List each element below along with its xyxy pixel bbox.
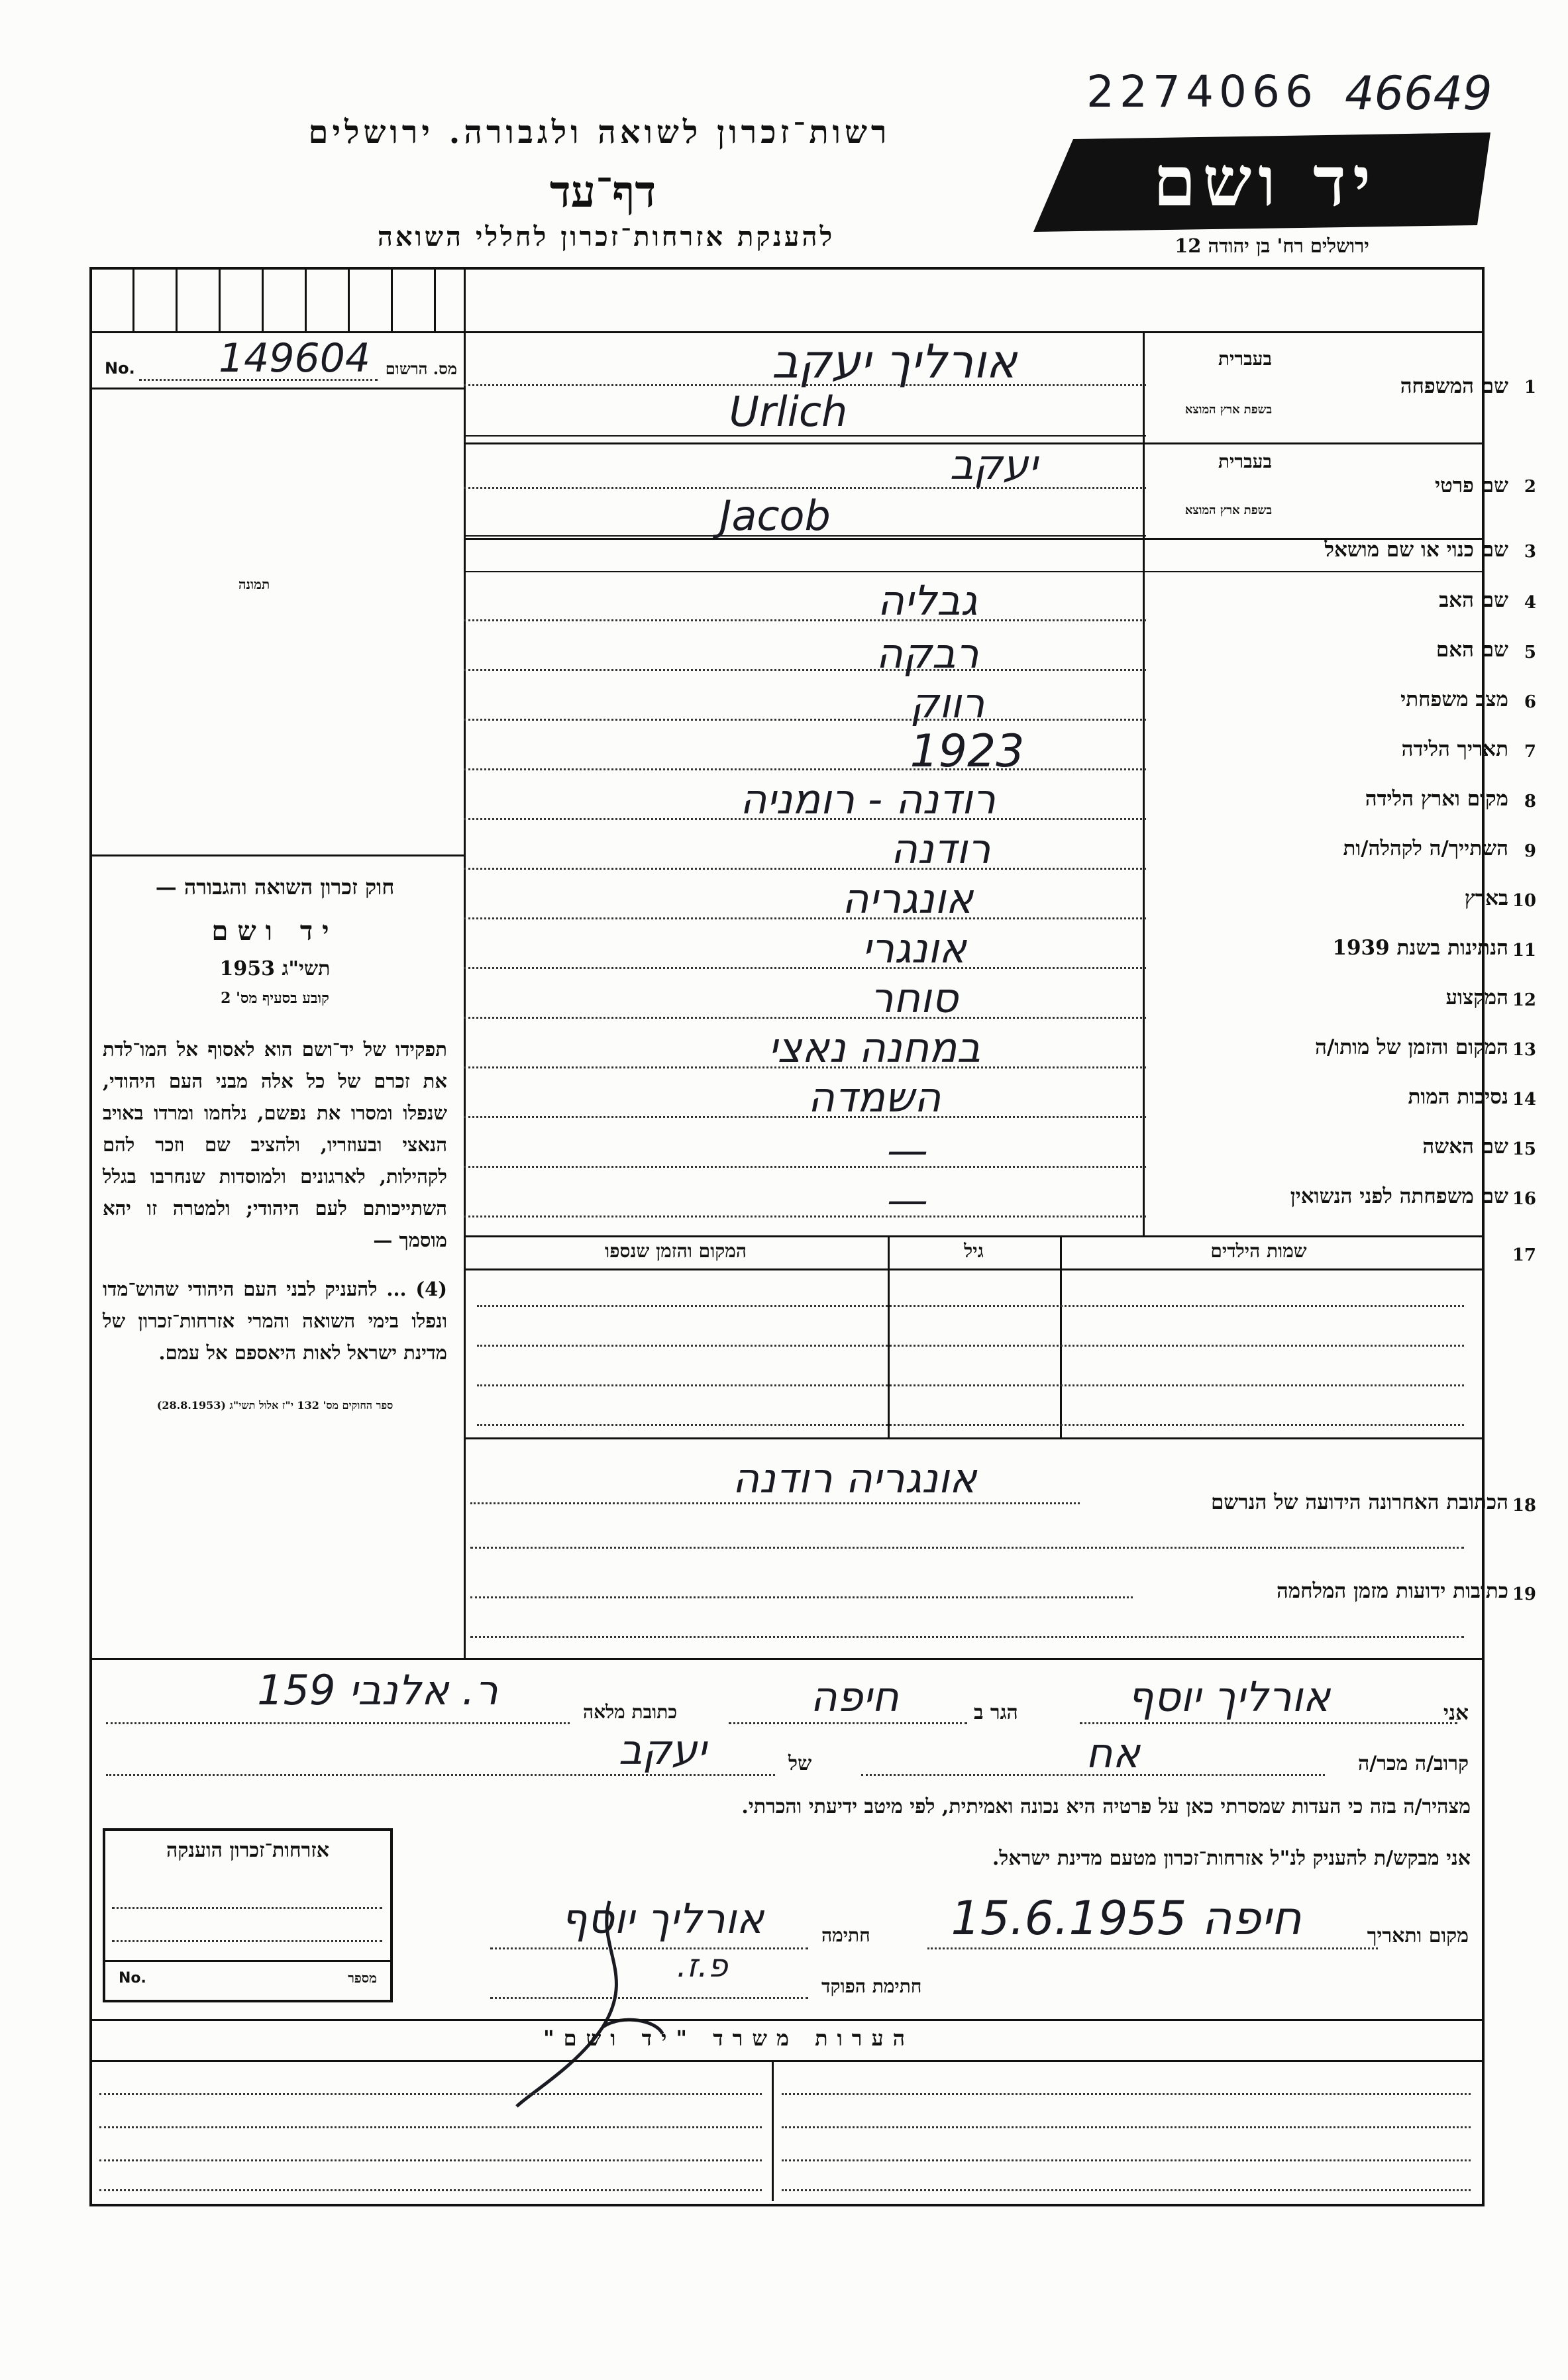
law-paragraph-2: (4) ... להעניק לבני העם היהודי שהוש־מדו ונפלו בימי השואה והמרי אזרחות־זכרון של מדינת ישראל לאות היאספם אל עמם. xyxy=(103,1278,447,1364)
field-label-last-address: הכתובת האחרונה הידועה של הנרשם xyxy=(1210,1490,1508,1514)
citizenship-number-label: מספר xyxy=(348,1970,377,1986)
marital-status-value: רווק xyxy=(910,679,985,727)
row-number-6: 6 xyxy=(1524,692,1536,712)
law-clause: קובע בסעיף מס' 2 xyxy=(221,990,329,1007)
law-title: חוק זכרון השואה והגבורה — xyxy=(155,874,395,900)
law-paragraph-1: תפקידו של יד־ושם הוא לאסוף אל המו־לדת את זכרם של כל אלה מבני העם היהודי, שנפלו ומסרו את נפשם, נלחמו ומרדו באויב הנאצי ובעוזריו, ולהציב שם וזכר להם לקהילות, לארגונים ולמוסדות שנחרבו בגלל השתייכותם לעם היהודי; ולמטרה זו יהא מוסמך — xyxy=(103,1038,447,1251)
field-label-marital-status: מצב משפחתי xyxy=(1400,688,1508,711)
field-label-nickname: שם כנוי או שם מושאל xyxy=(1324,538,1508,562)
law-block xyxy=(103,874,447,1412)
field-label-death-circumstances: נסיבות המות xyxy=(1408,1085,1508,1109)
children-col-names: שמות הילדים xyxy=(1210,1240,1307,1262)
last-address-value: אונגריה רודנה xyxy=(732,1454,977,1502)
field-label-family-name: שם המשפחה xyxy=(1400,374,1508,398)
logo-text: יד ושם xyxy=(1153,140,1378,222)
row-number-10: 10 xyxy=(1512,891,1536,911)
native-label-2: בשפת ארץ המוצא xyxy=(1184,503,1272,517)
wife-name-value: — xyxy=(887,1126,928,1174)
resides-value: חיפה xyxy=(810,1673,899,1721)
field-label-death-place-time: המקום והזמן של מותו/ה xyxy=(1315,1035,1508,1059)
relative-value: אח xyxy=(1086,1729,1140,1777)
resides-label: הגר ב xyxy=(974,1701,1018,1724)
maiden-name-value: — xyxy=(887,1176,928,1224)
field-label-country: בארץ xyxy=(1464,886,1508,910)
hebrew-label-1: בעברית xyxy=(1218,348,1272,370)
nationality-value: אונגרי xyxy=(862,924,967,972)
row-number-12: 12 xyxy=(1512,990,1536,1010)
relative-label: קרוב/ה מכר/ה xyxy=(1358,1752,1469,1775)
mother-name-value: רבקה xyxy=(876,629,979,678)
citizenship-box xyxy=(103,1828,393,2002)
row-number-1: 1 xyxy=(1524,378,1536,397)
remarks-label: הערות משרד "יד ושם" xyxy=(543,2026,915,2051)
declarant-name: אורליך יוסף xyxy=(1127,1673,1331,1721)
row-number-7: 7 xyxy=(1524,742,1536,762)
logo-address: ירושלים רח' בן יהודה 12 xyxy=(1175,234,1369,257)
community-value: רודנה xyxy=(890,825,991,873)
full-address-label: כתובת מלאה xyxy=(583,1701,678,1723)
hebrew-label-2: בעברית xyxy=(1218,450,1272,472)
authority-line: רשות־זכרון לשואה ולגבורה. ירושלים xyxy=(308,114,891,151)
row-number-14: 14 xyxy=(1512,1090,1536,1110)
row-number-17: 17 xyxy=(1512,1245,1536,1265)
row-number-5: 5 xyxy=(1524,643,1536,662)
archive-number: 2274066 xyxy=(1086,66,1318,117)
yad-vashem-logo xyxy=(1033,132,1497,232)
handwritten-number: 46649 xyxy=(1345,66,1492,121)
declaration-statement-1: מצהיר/ה בזה כי העדות שמסרתי כאן על פרטיה היא נכונה ואמיתית, לפי מיטב ידיעתי והכרתי. xyxy=(741,1795,1471,1818)
field-label-birth-date: תאריך הלידה xyxy=(1401,737,1508,761)
field-label-maiden-name: שם משפחתה לפני הנשואין xyxy=(1290,1184,1508,1208)
family-name-hebrew: אורליך יעקב xyxy=(771,335,1018,389)
declarant-label: אני xyxy=(1443,1701,1469,1725)
form-subtitle: להענקת אזרחות־זכרון לחללי השואה xyxy=(377,221,835,252)
full-address-value: ר. אלנבי 159 xyxy=(257,1666,498,1714)
field-label-wife-name: שם האשה xyxy=(1422,1135,1508,1159)
citizenship-box-title: אזרחות־זכרון הוענקה xyxy=(166,1839,330,1862)
father-name-value: גבליה xyxy=(877,576,978,625)
country-value: אונגריה xyxy=(841,874,974,923)
row-number-3: 3 xyxy=(1524,542,1536,562)
row-number-4: 4 xyxy=(1524,593,1536,613)
row-number-19: 19 xyxy=(1512,1584,1536,1604)
place-date-value: חיפה 15.6.1955 xyxy=(951,1891,1302,1945)
registration-no-label: No. xyxy=(105,359,135,378)
field-label-first-name: שם פרטי xyxy=(1434,474,1508,497)
law-year: תשי"ג 1953 xyxy=(219,957,331,980)
first-name-native: Jacob xyxy=(719,492,831,540)
row-number-2: 2 xyxy=(1524,477,1536,497)
row-number-18: 18 xyxy=(1512,1496,1536,1516)
birthplace-value: רודנה - רומניה xyxy=(739,775,996,823)
row-number-11: 11 xyxy=(1512,941,1536,960)
row-number-16: 16 xyxy=(1512,1189,1536,1209)
place-date-label: מקום ותאריך xyxy=(1367,1924,1469,1947)
field-label-father-name: שם האב xyxy=(1439,588,1508,612)
native-label-1: בשפת ארץ המוצא xyxy=(1184,403,1272,417)
field-label-profession: המקצוע xyxy=(1445,986,1508,1009)
signature-value: אורליך יוסף xyxy=(560,1894,764,1943)
signature-scrawl-icon xyxy=(503,1894,676,2113)
first-name-hebrew: יעקב xyxy=(949,440,1038,489)
of-label: של xyxy=(788,1752,812,1775)
law-reference: ספר החוקים מס' 132 י"ז אלול תשי"ג (28.8.1953) xyxy=(156,1399,393,1412)
row-number-9: 9 xyxy=(1524,841,1536,861)
birth-date-value: 1923 xyxy=(910,725,1025,778)
citizenship-no-label: No. xyxy=(119,1970,146,1987)
officer-signature-label: חתימת הפוקד xyxy=(821,1975,922,1997)
registration-box xyxy=(99,335,457,384)
row-number-15: 15 xyxy=(1512,1139,1536,1159)
form-title: דף־עד xyxy=(549,166,656,217)
signature-label: חתימה xyxy=(821,1924,870,1946)
field-label-birthplace: מקום וארץ הלידה xyxy=(1365,787,1508,811)
field-label-mother-name: שם האם xyxy=(1436,638,1508,662)
death-place-value: במחנה נאצי xyxy=(768,1023,981,1072)
field-label-community: השתייך/ה לקהלה/ות xyxy=(1343,837,1508,860)
photo-label: תמונה xyxy=(238,576,270,592)
registration-number: 149604 xyxy=(219,335,371,382)
of-value: יעקב xyxy=(618,1726,707,1774)
registration-he-label: מס. הרשום xyxy=(385,359,457,378)
field-label-wartime-addresses: כתובות ידועות מזמן המלחמה xyxy=(1276,1579,1508,1603)
death-circumstances-value: השמדה xyxy=(808,1073,941,1121)
profession-value: סוחר xyxy=(870,974,959,1022)
field-label-nationality-1939: הנתינות בשנת 1939 xyxy=(1332,936,1508,960)
children-col-place: המקום והזמן שנספו xyxy=(605,1240,747,1262)
children-col-age: גיל xyxy=(964,1240,984,1262)
row-number-8: 8 xyxy=(1524,792,1536,811)
officer-signature-value: פ.ז. xyxy=(676,1947,728,1985)
declaration-statement-2: אני מבקש/ת להעניק לנ"ל אזרחות־זכרון מטעם מדינת ישראל. xyxy=(992,1847,1471,1870)
law-name: יד ושם xyxy=(211,915,339,947)
family-name-native: Urlich xyxy=(729,388,848,436)
row-number-13: 13 xyxy=(1512,1040,1536,1060)
